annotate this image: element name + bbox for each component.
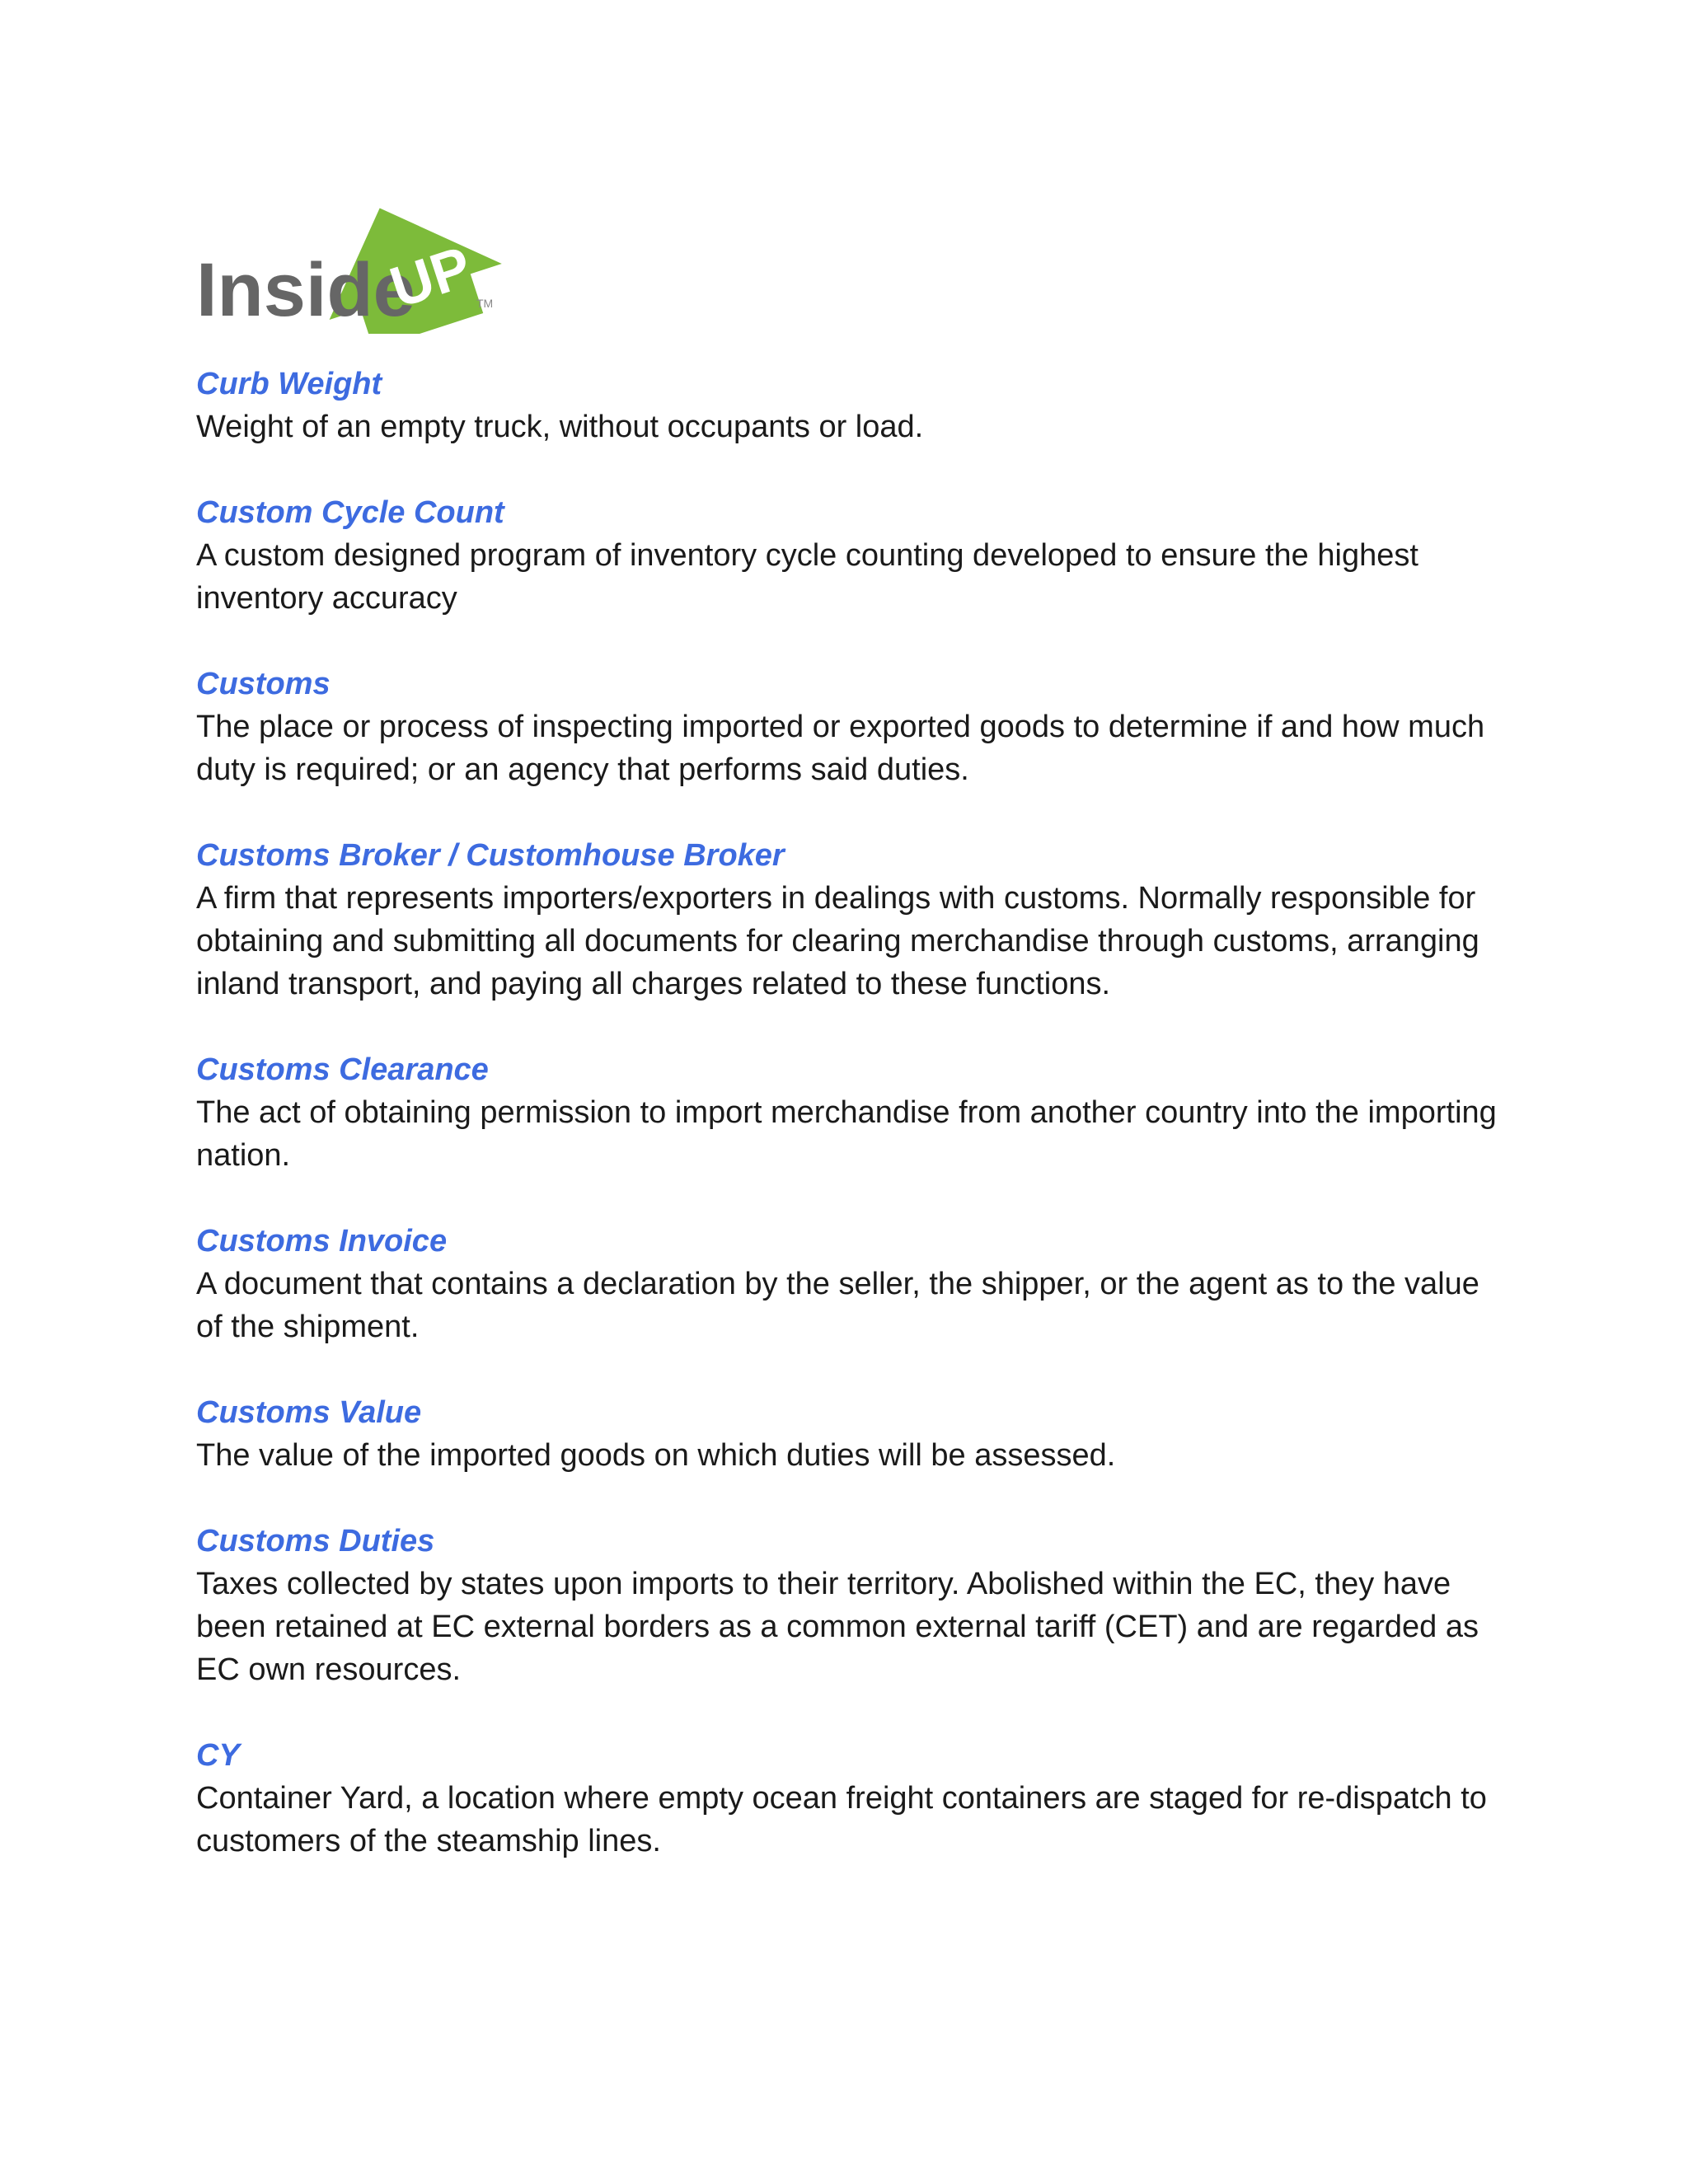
glossary-term: Customs Invoice — [196, 1224, 448, 1258]
insideup-logo-icon — [196, 202, 509, 334]
glossary-term: Customs — [196, 667, 331, 701]
glossary-definition: The value of the imported goods on which duties will be assessed. — [196, 1438, 1116, 1473]
glossary-definition: Weight of an empty truck, without occupants or load. — [196, 410, 924, 444]
logo-inside-text: Inside — [196, 248, 415, 332]
logo-trademark: TM — [476, 297, 494, 310]
glossary-term: CY — [196, 1738, 240, 1773]
glossary-entry — [196, 1391, 1498, 1477]
glossary-term: Customs Broker / Customhouse Broker — [196, 838, 785, 873]
glossary-term: Customs Clearance — [196, 1052, 489, 1087]
insideup-logo — [196, 202, 509, 334]
glossary-entry — [196, 1048, 1498, 1177]
glossary-term: Customs Value — [196, 1395, 422, 1430]
logo-up-text: UP — [382, 233, 479, 321]
glossary-definition: Container Yard, a location where empty ocean freight containers are staged for re-dispatch to customers of the steamship lines. — [196, 1781, 1487, 1858]
glossary-definition: A firm that represents importers/exporters in dealings with customs. Normally responsible for obtaining and submitting all documents for clearing merchandise through customs, arranging inland transport, and paying all charges related to these functions. — [196, 881, 1479, 1001]
glossary-entry — [196, 663, 1498, 791]
glossary-entry — [196, 491, 1498, 620]
glossary-entry — [196, 1220, 1498, 1348]
glossary-term: Curb Weight — [196, 367, 382, 401]
glossary-term: Custom Cycle Count — [196, 495, 504, 530]
glossary-definition: Taxes collected by states upon imports to their territory. Abolished within the EC, they have been retained at EC external borders as a common external tariff (CET) and are regarded as EC own resources. — [196, 1567, 1479, 1687]
glossary-term: Customs Duties — [196, 1524, 435, 1558]
glossary-definition: A document that contains a declaration by the seller, the shipper, or the agent as to the value of the shipment. — [196, 1267, 1479, 1344]
glossary-entry — [196, 1520, 1498, 1691]
glossary-definition: The place or process of inspecting imported or exported goods to determine if and how much duty is required; or an agency that performs said duties. — [196, 710, 1485, 787]
glossary-list — [196, 363, 1498, 1905]
glossary-entry — [196, 1734, 1498, 1863]
glossary-definition: The act of obtaining permission to import merchandise from another country into the importing nation. — [196, 1095, 1497, 1173]
glossary-definition: A custom designed program of inventory cycle counting developed to ensure the highest inventory accuracy — [196, 538, 1418, 616]
glossary-entry — [196, 363, 1498, 448]
glossary-entry — [196, 834, 1498, 1005]
